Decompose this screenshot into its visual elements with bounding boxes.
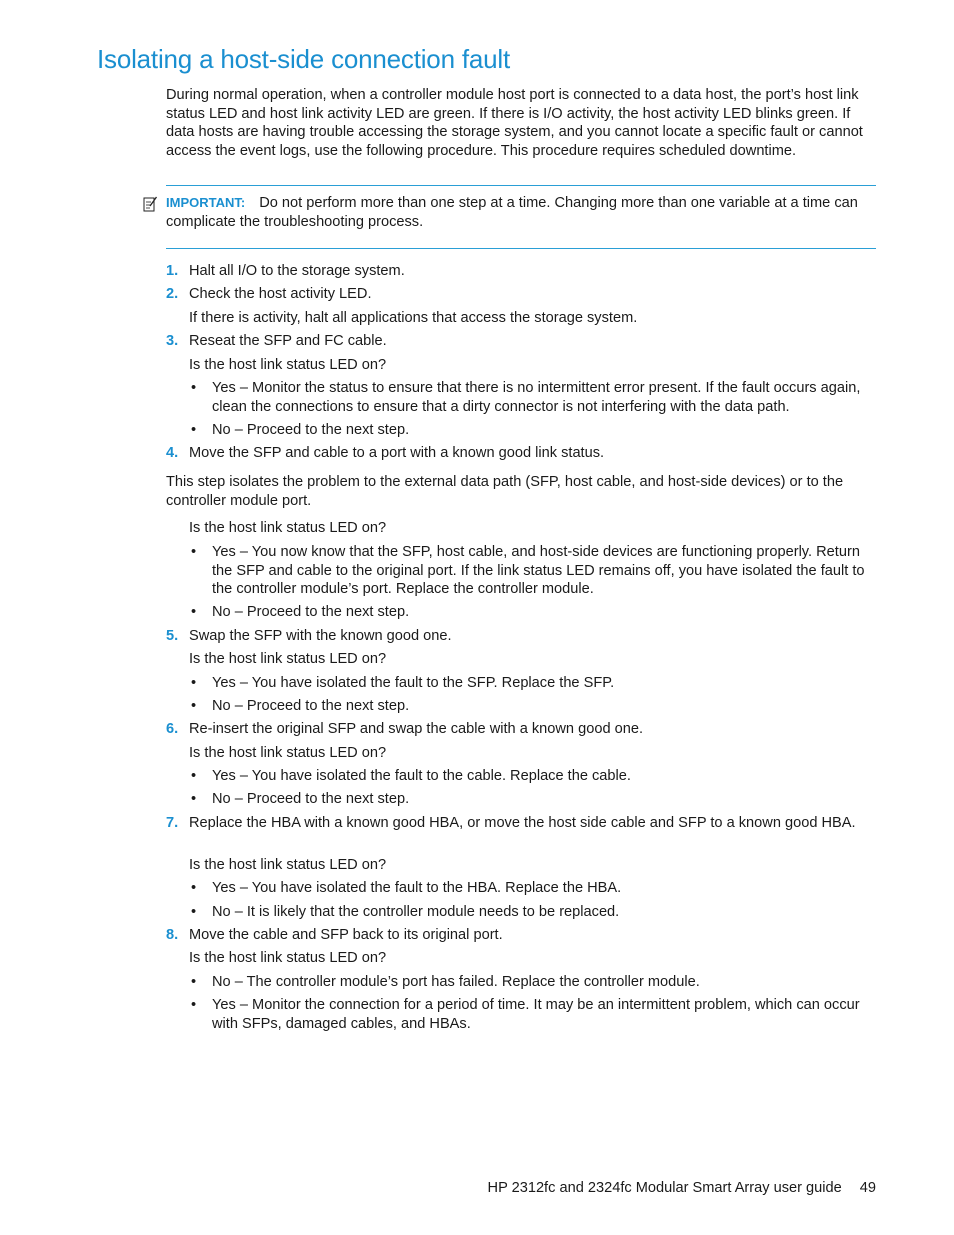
step-number: 1. — [166, 263, 179, 279]
page-footer — [480, 1180, 876, 1196]
step-number: 8. — [166, 927, 179, 943]
bullet-marker: • — [191, 422, 197, 438]
bullet-marker: • — [191, 675, 197, 691]
step-number: 6. — [166, 721, 179, 737]
bullet-marker: • — [191, 904, 197, 920]
step-number: 2. — [166, 286, 179, 302]
step-question: Is the host link status LED on? — [189, 651, 387, 667]
step-number: 5. — [166, 628, 179, 644]
step-text: Replace the HBA with a known good HBA, or move the host side cable and SFP to a known good HBA. — [189, 815, 856, 831]
step-text: Reseat the SFP and FC cable. — [189, 333, 387, 349]
step-question: Is the host link status LED on? — [189, 745, 387, 761]
step-text: Swap the SFP with the known good one. — [189, 628, 452, 644]
bullet-text: Yes – You have isolated the fault to the HBA. Replace the HBA. — [212, 880, 622, 896]
bullet-text: Yes – Monitor the connection for a period of time. It may be an intermittent problem, which can occur with SFPs, damaged cables, and HBAs. — [212, 997, 860, 1032]
bullet-marker: • — [191, 880, 197, 896]
step-subtext: If there is activity, halt all applications that access the storage system. — [189, 310, 638, 326]
step-question: Is the host link status LED on? — [189, 357, 387, 373]
step-number: 7. — [166, 815, 179, 831]
bullet-text: Yes – You now know that the SFP, host cable, and host-side devices are functioning properly. Return the SFP and cable to the original port. If the link status LED remains off, you have isolated the fault to the controller module’s port. Replace the controller module. — [212, 544, 865, 597]
bullet-marker: • — [191, 604, 197, 620]
page-number: 49 — [859, 1180, 876, 1196]
main-content — [166, 86, 876, 1032]
bullet-text: No – Proceed to the next step. — [212, 791, 410, 807]
step-text: Halt all I/O to the storage system. — [189, 263, 405, 279]
step-number: 3. — [166, 333, 179, 349]
note-pencil-icon — [143, 196, 158, 212]
step-text: Move the SFP and cable to a port with a known good link status. — [189, 445, 605, 461]
bullet-text: Yes – You have isolated the fault to the SFP. Replace the SFP. — [212, 675, 615, 691]
step-text: Move the cable and SFP back to its original port. — [189, 927, 503, 943]
bullet-text: Yes – Monitor the status to ensure that there is no intermittent error present. If the fault occurs again, clean the connections to ensure that a dirty connector is not interfering with the data path. — [212, 380, 861, 415]
important-note — [166, 185, 876, 249]
page-title: Isolating a host-side connection fault — [97, 44, 510, 74]
intro-paragraph: During normal operation, when a controller module host port is connected to a data host, the port’s host link status LED and host link activity LED are green. If there is I/O activity, the host activity LED blinks green. If data hosts are having trouble accessing the storage system, and you cannot locate a specific fault or cannot access the event logs, use the following procedure. This procedure requires scheduled downtime. — [166, 87, 863, 159]
footer-doc-title: HP 2312fc and 2324fc Modular Smart Array user guide — [487, 1180, 842, 1196]
bullet-marker: • — [191, 380, 197, 396]
bullet-marker: • — [191, 997, 197, 1013]
step-question: Is the host link status LED on? — [189, 857, 387, 873]
note-text-block — [166, 194, 876, 231]
bullet-text: No – Proceed to the next step. — [212, 422, 410, 438]
step-text: Check the host activity LED. — [189, 286, 372, 302]
note-label: IMPORTANT: — [166, 195, 246, 210]
bullet-marker: • — [191, 768, 197, 784]
step-text: Re-insert the original SFP and swap the cable with a known good one. — [189, 721, 644, 737]
bullet-marker: • — [191, 791, 197, 807]
step-number: 4. — [166, 445, 179, 461]
bullet-text: No – The controller module’s port has failed. Replace the controller module. — [212, 974, 700, 990]
step-paragraph: This step isolates the problem to the external data path (SFP, host cable, and host-side devices) or to the controller module port. — [166, 474, 844, 509]
step-question: Is the host link status LED on? — [189, 520, 387, 536]
bullet-marker: • — [191, 698, 197, 714]
bullet-text: Yes – You have isolated the fault to the cable. Replace the cable. — [212, 768, 631, 784]
bullet-marker: • — [191, 544, 197, 560]
bullet-marker: • — [191, 974, 197, 990]
bullet-text: No – Proceed to the next step. — [212, 698, 410, 714]
bullet-text: No – Proceed to the next step. — [212, 604, 410, 620]
step-question: Is the host link status LED on? — [189, 950, 387, 966]
bullet-text: No – It is likely that the controller module needs to be replaced. — [212, 904, 620, 920]
note-text: Do not perform more than one step at a time. Changing more than one variable at a time can complicate the troubleshooting process. — [166, 195, 858, 230]
